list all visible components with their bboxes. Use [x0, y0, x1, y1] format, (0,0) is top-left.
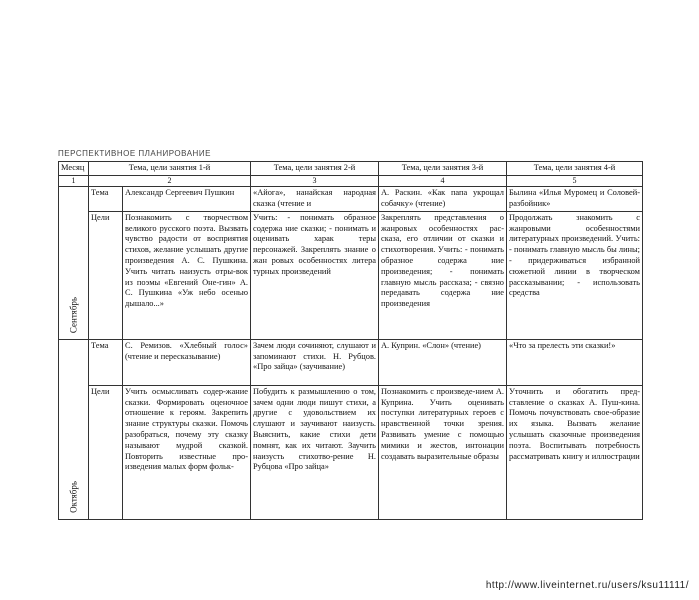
source-watermark: http://www.liveinternet.ru/users/ksu11111/: [485, 580, 689, 591]
theme-label: Тема: [89, 339, 123, 385]
table-row-theme: [59, 339, 643, 385]
theme-cell: «Что за прелесть эти сказки!»: [507, 339, 643, 385]
table-row-theme: [59, 186, 643, 211]
goals-cell: Продолжать знакомить с жанровыми особенностями литературных произведений. Учить: - понимать главную мысль бы лины; - придерживаться избранной сюжетной линии в творческом рассказывании; - использовать средства: [507, 211, 643, 339]
month-label: Сентябрь: [68, 296, 79, 333]
theme-cell: Александр Сергеевич Пушкин: [123, 186, 251, 211]
column-number: 3: [251, 175, 379, 186]
header-week4: Тема, цели занятия 4-й: [507, 162, 643, 176]
theme-cell: С. Ремизов. «Хлебный голос» (чтение и пересказывание): [123, 339, 251, 385]
goals-cell: Закреплять представления о жанровых особенностях рас-сказа, его отличии от сказки и стихотворения. Учить: - понимать образное содержа ние произведения; - понимать главную мысль рассказа; - связно передавать содержа ние произведения: [379, 211, 507, 339]
table-row-goals: [59, 211, 643, 339]
theme-cell: Зачем люди сочиняют, слушают и запоминают стихи. Н. Рубцов. «Про зайца» (заучивание): [251, 339, 379, 385]
goals-label: Цели: [89, 385, 123, 519]
column-number: 2: [89, 175, 251, 186]
month-october: [59, 339, 89, 519]
column-number: 5: [507, 175, 643, 186]
table-row-goals: [59, 385, 643, 519]
theme-cell: «Айога», нанайская народная сказка (чтение и: [251, 186, 379, 211]
page-heading: ПЕРСПЕКТИВНОЕ ПЛАНИРОВАНИЕ: [58, 149, 211, 158]
planning-table: [58, 161, 643, 520]
number-row: [59, 175, 643, 186]
header-week1: Тема, цели занятия 1-й: [89, 162, 251, 176]
column-number: 1: [59, 175, 89, 186]
header-week3: Тема, цели занятия 3-й: [379, 162, 507, 176]
goals-cell: Познакомить с творчеством великого русского поэта. Вызвать чувство радости от восприятия стихов, желание услышать другие произведения А. С. Пушкина. Учить читать наизусть отры-вок из поэмы «Евгений Оне-гин» А. С. Пушкина «Уж небо осенью дышало...»: [123, 211, 251, 339]
theme-cell: А. Куприн. «Слон» (чтение): [379, 339, 507, 385]
goals-cell: Учить осмысливать содер-жание сказки. Формировать оценочное отношение к героям. Закрепить знание структуры сказки. Помочь разобраться, почему эту сказку называют мудрой сказкой. Повторить известные про-изведения малых форм фольк-: [123, 385, 251, 519]
column-number: 4: [379, 175, 507, 186]
goals-cell: Познакомить с произведе-нием А. Куприна. Учить оценивать поступки литературных героев с нравственной точки зрения. Развивать умение с помощью мимики и жестов, интонации создавать выразительные образы: [379, 385, 507, 519]
header-month: Месяц: [59, 162, 89, 176]
goals-label: Цели: [89, 211, 123, 339]
month-label: Октябрь: [68, 480, 79, 513]
header-week2: Тема, цели занятия 2-й: [251, 162, 379, 176]
goals-cell: Побудить к размышлению о том, зачем одни люди пишут стихи, а другие с удовольствием их слушают и заучивают наизусть. Выяснить, какие стихи дети помнят, как их читают. Заучить наизусть стихотво-рение Н. Рубцова «Про зайца»: [251, 385, 379, 519]
theme-label: Тема: [89, 186, 123, 211]
theme-cell: Былина «Илья Муромец и Соловей-разбойник»: [507, 186, 643, 211]
header-row: [59, 162, 643, 176]
theme-cell: А. Раскин. «Как папа укрощал собачку» (чтение): [379, 186, 507, 211]
goals-cell: Уточнить и обогатить пред-ставление о сказках А. Пуш-кина. Помочь почувствовать свое-образие их языка. Вызвать желание услышать сказочные произведения поэта. Воспитывать потребность рассматривать книгу и иллюстрации: [507, 385, 643, 519]
month-september: [59, 186, 89, 339]
goals-cell: Учить: - понимать образное содержа ние сказки; - понимать и оценивать харак теры персонажей. Закреплять знание о жан ровых особенностях литера турных произведений: [251, 211, 379, 339]
